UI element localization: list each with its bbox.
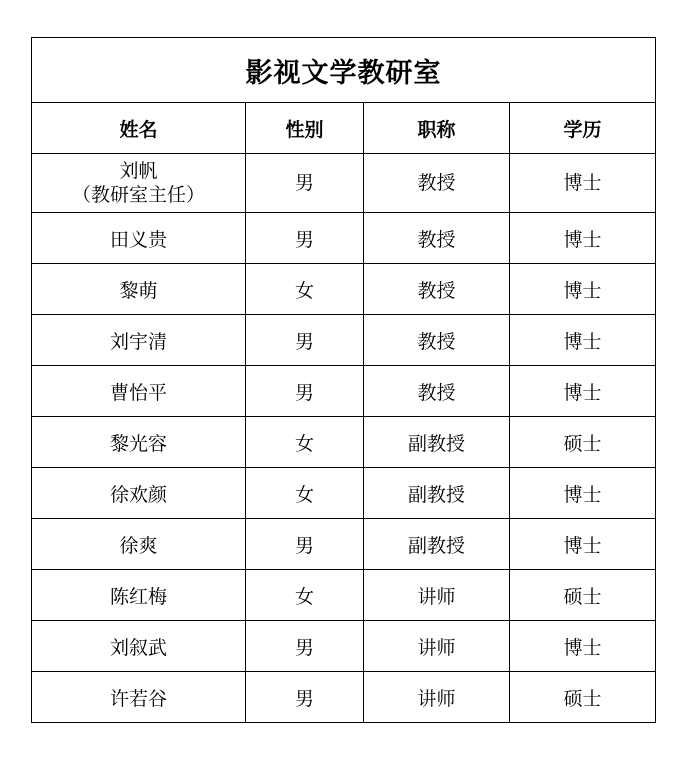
cell-degree: 博士 bbox=[510, 154, 656, 213]
cell-name: 刘宇清 bbox=[32, 315, 246, 366]
cell-title: 教授 bbox=[364, 315, 510, 366]
header-degree: 学历 bbox=[510, 103, 656, 154]
cell-name: 许若谷 bbox=[32, 672, 246, 723]
table-row bbox=[32, 672, 656, 723]
staff-table bbox=[31, 37, 656, 723]
cell-gender: 男 bbox=[246, 366, 364, 417]
table-row bbox=[32, 366, 656, 417]
cell-name: 刘叙武 bbox=[32, 621, 246, 672]
cell-title: 教授 bbox=[364, 264, 510, 315]
header-row bbox=[32, 103, 656, 154]
cell-name: 黎光容 bbox=[32, 417, 246, 468]
table-row bbox=[32, 264, 656, 315]
staff-role: （教研室主任） bbox=[71, 184, 205, 206]
table-row bbox=[32, 621, 656, 672]
cell-name: 徐爽 bbox=[32, 519, 246, 570]
cell-title: 讲师 bbox=[364, 672, 510, 723]
header-name: 姓名 bbox=[32, 103, 246, 154]
cell-title: 教授 bbox=[364, 154, 510, 213]
cell-gender: 女 bbox=[246, 468, 364, 519]
cell-degree: 博士 bbox=[510, 366, 656, 417]
cell-gender: 女 bbox=[246, 417, 364, 468]
cell-degree: 博士 bbox=[510, 264, 656, 315]
cell-name: 黎萌 bbox=[32, 264, 246, 315]
cell-degree: 博士 bbox=[510, 315, 656, 366]
cell-name: 陈红梅 bbox=[32, 570, 246, 621]
header-title: 职称 bbox=[364, 103, 510, 154]
table-row bbox=[32, 417, 656, 468]
cell-degree: 硕士 bbox=[510, 672, 656, 723]
cell-title: 副教授 bbox=[364, 417, 510, 468]
table-row bbox=[32, 213, 656, 264]
cell-gender: 男 bbox=[246, 213, 364, 264]
cell-title: 副教授 bbox=[364, 468, 510, 519]
table-row bbox=[32, 570, 656, 621]
cell-gender: 男 bbox=[246, 621, 364, 672]
cell-degree: 硕士 bbox=[510, 570, 656, 621]
table-row bbox=[32, 468, 656, 519]
cell-gender: 女 bbox=[246, 264, 364, 315]
cell-title: 副教授 bbox=[364, 519, 510, 570]
cell-name: 徐欢颜 bbox=[32, 468, 246, 519]
cell-gender: 男 bbox=[246, 672, 364, 723]
cell-name: 曹怡平 bbox=[32, 366, 246, 417]
table-title: 影视文学教研室 bbox=[32, 38, 656, 103]
cell-title: 教授 bbox=[364, 366, 510, 417]
cell-degree: 博士 bbox=[510, 468, 656, 519]
table-row bbox=[32, 315, 656, 366]
cell-degree: 博士 bbox=[510, 213, 656, 264]
cell-degree: 博士 bbox=[510, 621, 656, 672]
cell-name: 田义贵 bbox=[32, 213, 246, 264]
cell-gender: 男 bbox=[246, 315, 364, 366]
cell-gender: 男 bbox=[246, 519, 364, 570]
cell-title: 讲师 bbox=[364, 621, 510, 672]
cell-title: 讲师 bbox=[364, 570, 510, 621]
table-body bbox=[32, 213, 656, 723]
staff-name: 刘帆 bbox=[119, 160, 158, 182]
cell-name bbox=[32, 154, 246, 213]
cell-degree: 博士 bbox=[510, 519, 656, 570]
cell-gender: 男 bbox=[246, 154, 364, 213]
header-gender: 性别 bbox=[246, 103, 364, 154]
table-row bbox=[32, 154, 656, 213]
cell-title: 教授 bbox=[364, 213, 510, 264]
title-row bbox=[32, 38, 656, 103]
table-row bbox=[32, 519, 656, 570]
cell-gender: 女 bbox=[246, 570, 364, 621]
cell-degree: 硕士 bbox=[510, 417, 656, 468]
